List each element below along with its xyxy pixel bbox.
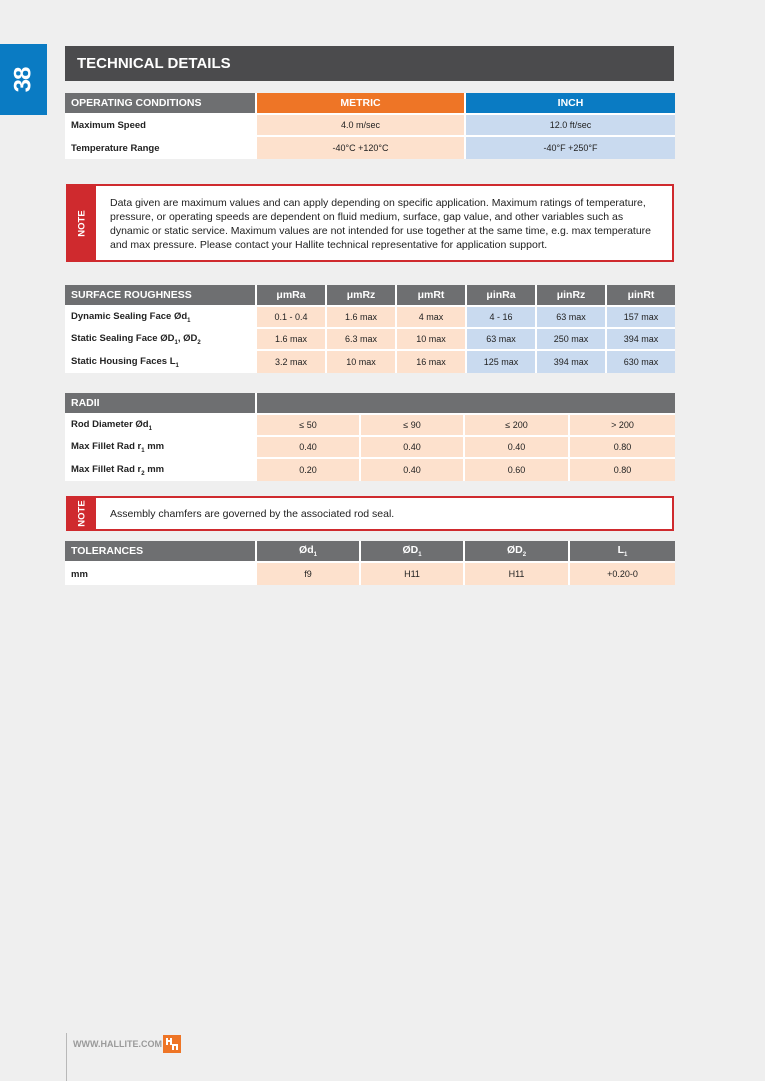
header-sub: 1 <box>418 552 422 559</box>
table-cell: > 200 <box>570 415 675 437</box>
footer <box>66 1033 162 1081</box>
note-tag-label: NOTE <box>76 209 88 237</box>
row-label-sub: 1 <box>141 447 145 454</box>
column-header: μinRt <box>607 285 675 307</box>
table-cell: 0.40 <box>361 459 465 481</box>
column-header: μmRt <box>397 285 467 307</box>
note-box <box>66 184 674 262</box>
table-row <box>65 437 675 459</box>
row-label <box>65 329 257 351</box>
table-cell: 0.60 <box>465 459 570 481</box>
row-label: Temperature Range <box>65 137 257 159</box>
column-header: μinRa <box>467 285 537 307</box>
table-cell: 157 max <box>607 307 675 329</box>
table-cell: +0.20-0 <box>570 563 675 585</box>
row-label <box>65 307 257 329</box>
header-text: Ød <box>299 543 314 556</box>
table-row <box>65 563 675 585</box>
note-tag-label: NOTE <box>76 500 88 527</box>
page-number-tab <box>0 44 47 115</box>
table-cell: 10 max <box>397 329 467 351</box>
note-text: Assembly chamfers are governed by the associated rod seal. <box>110 508 395 520</box>
header-text: ØD <box>506 543 523 556</box>
row-label: mm <box>65 563 257 585</box>
table-header-row <box>65 393 675 415</box>
operating-conditions-header: OPERATING CONDITIONS <box>65 93 257 115</box>
header-text: TOLERANCES <box>71 545 144 557</box>
row-label-sub: 1 <box>187 317 191 324</box>
row-label: Maximum Speed <box>65 115 257 137</box>
surface-roughness-table <box>65 285 675 373</box>
column-header: μmRz <box>327 285 397 307</box>
operating-conditions-table <box>65 93 675 159</box>
row-label <box>65 459 257 481</box>
table-cell: 4 max <box>397 307 467 329</box>
hallite-logo-icon <box>163 1035 181 1053</box>
header-sub: 1 <box>313 552 317 559</box>
row-label-suffix: mm <box>144 463 165 475</box>
column-header <box>257 541 361 563</box>
table-cell: 0.40 <box>257 437 361 459</box>
row-label-text: Max Fillet Rad r <box>71 463 142 475</box>
note-text: Data given are maximum values and can apply depending on specific application. Maximum ratings of temperature, pressure, or operating speeds are dependent on fluid medium, surface, gap value, and other variables such as dynamic or static service. Maximum values are not intended for use together at the same time, e.g. max temperature and max pressure. Please contact your Hallite technical representative for application support. <box>110 197 651 251</box>
header-sub: 1 <box>624 552 628 559</box>
table-cell: 630 max <box>607 351 675 373</box>
table-cell: 1.6 max <box>257 329 327 351</box>
table-cell: H11 <box>361 563 465 585</box>
table-row <box>65 459 675 481</box>
table-row <box>65 351 675 373</box>
radii-table <box>65 393 675 481</box>
row-label-sub: 2 <box>141 470 145 477</box>
surface-roughness-header: SURFACE ROUGHNESS <box>65 285 257 307</box>
table-cell: 0.20 <box>257 459 361 481</box>
table-row <box>65 307 675 329</box>
table-cell: 6.3 max <box>327 329 397 351</box>
page-title: TECHNICAL DETAILS <box>65 46 674 81</box>
table-cell: 63 max <box>537 307 607 329</box>
table-cell: 0.40 <box>465 437 570 459</box>
table-cell: 1.6 max <box>327 307 397 329</box>
row-label-text: Rod Diameter Ød <box>71 418 149 430</box>
row-label-text: Static Sealing Face ØD <box>71 332 175 344</box>
column-header <box>465 541 570 563</box>
tolerances-table <box>65 541 675 585</box>
header-sub: 2 <box>522 552 527 559</box>
table-cell: 250 max <box>537 329 607 351</box>
radii-header-blank <box>257 393 675 415</box>
row-label-sub: 1 <box>174 339 178 346</box>
tolerances-header <box>65 541 257 563</box>
table-row <box>65 115 675 137</box>
row-label-text: Dynamic Sealing Face Ød <box>71 310 188 322</box>
radii-header: RADII <box>65 393 257 415</box>
row-label <box>65 351 257 373</box>
table-cell: 63 max <box>467 329 537 351</box>
note-box <box>66 496 674 531</box>
table-cell: 0.80 <box>570 437 675 459</box>
inch-header: INCH <box>466 93 675 115</box>
header-text: L <box>617 543 625 556</box>
row-label-text: , ØD <box>177 332 198 344</box>
column-header <box>570 541 675 563</box>
row-label-sub: 2 <box>197 339 201 346</box>
table-cell: 0.1 - 0.4 <box>257 307 327 329</box>
header-text: ØD <box>402 543 419 556</box>
footer-url[interactable]: WWW.HALLITE.COM <box>73 1039 162 1049</box>
table-header-row <box>65 93 675 115</box>
table-row <box>65 329 675 351</box>
table-cell: H11 <box>465 563 570 585</box>
table-cell: 125 max <box>467 351 537 373</box>
row-label-sub: 1 <box>148 425 152 432</box>
note-tag <box>68 498 96 529</box>
metric-value: -40°C +120°C <box>257 137 466 159</box>
table-cell: 0.40 <box>361 437 465 459</box>
row-label-suffix: mm <box>144 440 165 452</box>
table-cell: ≤ 50 <box>257 415 361 437</box>
inch-value: 12.0 ft/sec <box>466 115 675 137</box>
table-cell: 16 max <box>397 351 467 373</box>
table-cell: f9 <box>257 563 361 585</box>
row-label <box>65 415 257 437</box>
page-number: 38 <box>9 67 37 92</box>
table-cell: 4 - 16 <box>467 307 537 329</box>
inch-value: -40°F +250°F <box>466 137 675 159</box>
row-label-text: Max Fillet Rad r <box>71 440 142 452</box>
column-header: μinRz <box>537 285 607 307</box>
table-row <box>65 415 675 437</box>
table-cell: 0.80 <box>570 459 675 481</box>
column-header: μmRa <box>257 285 327 307</box>
table-row <box>65 137 675 159</box>
metric-value: 4.0 m/sec <box>257 115 466 137</box>
table-cell: 394 max <box>537 351 607 373</box>
row-label-text: Static Housing Faces L <box>71 355 176 367</box>
row-label <box>65 437 257 459</box>
table-cell: ≤ 200 <box>465 415 570 437</box>
row-label-sub: 1 <box>175 362 179 369</box>
table-header-row <box>65 541 675 563</box>
metric-header: METRIC <box>257 93 466 115</box>
table-cell: 10 max <box>327 351 397 373</box>
column-header <box>361 541 465 563</box>
table-header-row <box>65 285 675 307</box>
table-cell: 394 max <box>607 329 675 351</box>
note-tag <box>68 186 96 260</box>
table-cell: 3.2 max <box>257 351 327 373</box>
table-cell: ≤ 90 <box>361 415 465 437</box>
